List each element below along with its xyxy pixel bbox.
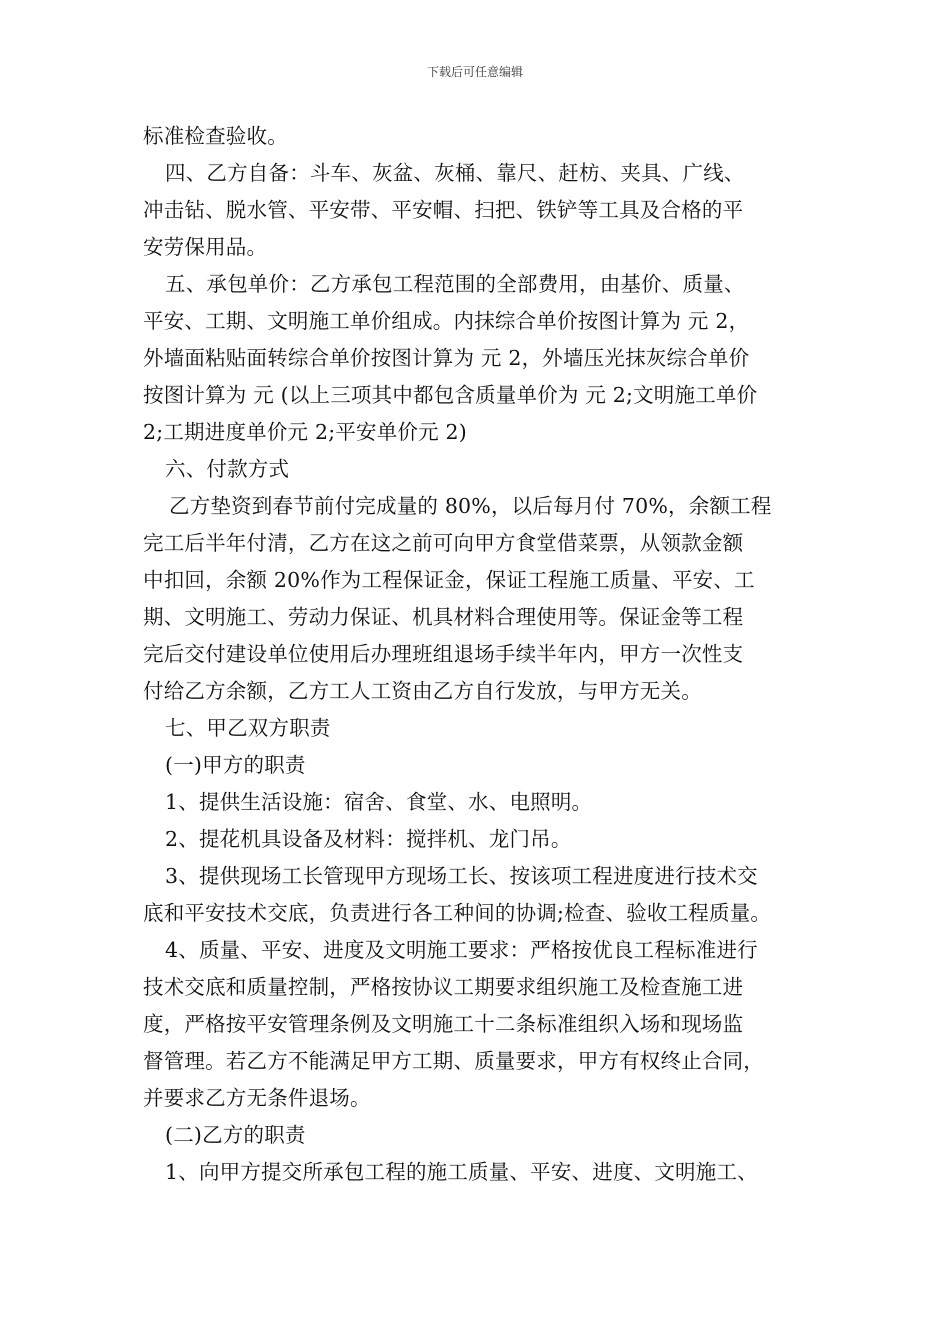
page-header-note: 下载后可任意编辑 [426, 65, 523, 79]
text-line: (二)乙方的职责 [165, 1123, 306, 1147]
text-line: 期、文明施工、劳动力保证、机具材料合理使用等。保证金等工程 [143, 605, 744, 629]
text-line: 五、承包单价：乙方承包工程范围的全部费用，由基价、质量、 [165, 272, 745, 296]
text-line: 督管理。若乙方不能满足甲方工期、质量要求，甲方有权终止合同， [143, 1049, 764, 1073]
text-line: 度，严格按平安管理条例及文明施工十二条标准组织入场和现场监 [143, 1012, 744, 1036]
text-line: 技术交底和质量控制，严格按协议工期要求组织施工及检查施工进 [143, 975, 744, 999]
text-line: 1、向甲方提交所承包工程的施工质量、平安、进度、文明施工、 [165, 1160, 758, 1184]
text-line: 2、提花机具设备及材料：搅拌机、龙门吊。 [165, 827, 572, 851]
text-line: 付给乙方余额，乙方工人工资由乙方自行发放，与甲方无关。 [143, 679, 702, 703]
text-line: 完工后半年付清，乙方在这之前可向甲方食堂借菜票，从领款金额 [143, 531, 744, 555]
text-line: 按图计算为 元 (以上三项其中都包含质量单价为 元 2;文明施工单价 [143, 383, 758, 407]
text-line: 完后交付建设单位使用后办理班组退场手续半年内，甲方一次性支 [143, 642, 744, 666]
text-line: 4、质量、平安、进度及文明施工要求：严格按优良工程标准进行 [165, 938, 758, 962]
text-line: 标准检查验收。 [143, 124, 288, 148]
document-body [143, 118, 821, 1191]
text-line: (一)甲方的职责 [165, 753, 306, 777]
text-line: 六、付款方式 [165, 457, 290, 481]
text-line: 底和平安技术交底，负责进行各工种间的协调;检查、验收工程质量。 [143, 901, 772, 925]
text-line: 外墙面粘贴面转综合单价按图计算为 元 2，外墙压光抹灰综合单价 [143, 346, 750, 370]
text-line: 四、乙方自备：斗车、灰盆、灰桶、靠尺、赶枋、夹具、广线、 [165, 161, 745, 185]
text-line: 乙方垫资到春节前付完成量的 80%，以后每月付 70%，余额工程 [169, 494, 772, 518]
text-line: 2;工期进度单价元 2;平安单价元 2) [143, 420, 467, 444]
text-line: 并要求乙方无条件退场。 [143, 1086, 371, 1110]
text-line: 七、甲乙双方职责 [165, 716, 331, 740]
text-line: 安劳保用品。 [143, 235, 268, 259]
text-line: 3、提供现场工长管现甲方现场工长、按该项工程进度进行技术交 [165, 864, 758, 888]
text-line: 冲击钻、脱水管、平安带、平安帽、扫把、铁铲等工具及合格的平 [143, 198, 744, 222]
text-line: 平安、工期、文明施工单价组成。内抹综合单价按图计算为 元 2， [143, 309, 750, 333]
text-line: 中扣回，余额 20%作为工程保证金，保证工程施工质量、平安、工 [143, 568, 755, 592]
text-line: 1、提供生活设施：宿舍、食堂、水、电照明。 [165, 790, 593, 814]
